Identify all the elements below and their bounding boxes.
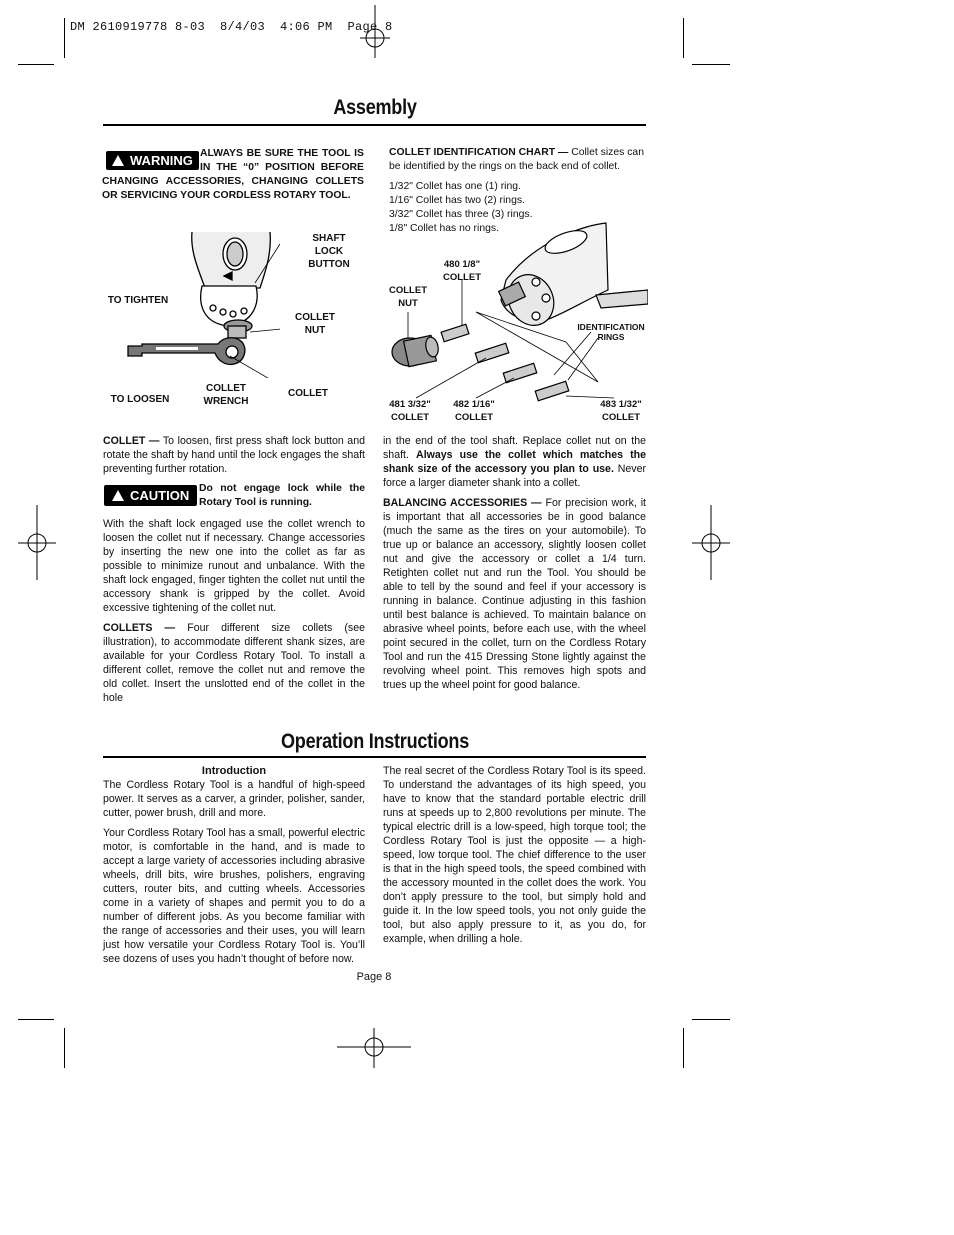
label-shaft-lock-button: SHAFT LOCK BUTTON: [308, 233, 350, 270]
intro-heading: Introduction: [201, 765, 267, 777]
section-title-operation: Operation Instructions: [281, 730, 469, 753]
chart-heading: COLLET IDENTIFICATION CHART —: [389, 147, 569, 158]
intro-paragraph-2: Your Cordless Rotary Tool has a small, powerful electric motor, is comfortable in the hand, and is made to accept a large variety of accessories including abrasive wheels, drill bits, wire brushes, polishers, engraving cutters, router bits, and cutting wheels. Accessories come in a variety of shapes and permit you to do a number of different jobs. As you become familiar with the range of accessories and their uses, you will learn just how versatile your Cordless Rotary Tool is. You’ll see dozens of uses you hadn’t thought of before now.: [103, 827, 365, 965]
caution-triangle-icon: [112, 490, 124, 501]
chart-line: 1/32" Collet has one (1) ring.: [389, 181, 521, 192]
operation-right-column: [383, 764, 646, 952]
label-collet-481: 481 3/32" COLLET: [389, 399, 431, 423]
label-collet-nut: COLLET NUT: [295, 312, 335, 336]
collets-illustration: [386, 220, 648, 410]
label-identification-rings: IDENTIFICATION RINGS: [577, 322, 645, 342]
speed-paragraph: The real secret of the Cordless Rotary Tool is its speed. To understand the advantages of its high speed, you have to know that the standard portable electric drill runs at speeds up to 2,800 revolutions per minute. The typical electric drill is a low-speed, high torque tool; the Cordless Rotary Tool is just the opposite — a high-speed, low torque tool. The chief difference to the user is that in the high speed tools, the speed combined with the accessory mounted in the collet does the work. You don’t apply pressure to the tool, but simply hold and guide it. In the low speed tools, you not only guide the tool, but also apply pressure to it, as you do, for example, when drilling a hole.: [383, 765, 646, 945]
balancing-paragraph: BALANCING ACCESSORIES — For precision work, it is important that all accessories be in good balance (much the same as the tires on your automobile). To true up or balance an accessory, slightly loosen collet nut and give the accessory or collet a 1/4 turn. Retighten collet nut and run the Tool. You should be able to tell by the sound and feel if your accessory is running in balance. Continue adjusting in this fashion until best balance is achieved. To maintain balance on abrasive wheel points, before each use, with the wheel point secured in the collet, turn on the Cordless Rotary Tool and run the 415 Dressing Stone lightly against the revolving wheel point. This removes high spots and trues up the wheel point for good balance.: [383, 497, 646, 691]
chart-line: 1/8" Collet has no rings.: [389, 223, 499, 234]
label-collet-480: 480 1/8" COLLET: [443, 259, 481, 283]
label-collet: COLLET: [288, 388, 328, 399]
label-collet-482: 482 1/16" COLLET: [453, 399, 495, 423]
chart-line: 3/32" Collet has three (3) rings.: [389, 209, 533, 220]
chart-line: 1/16" Collet has two (2) rings.: [389, 195, 525, 206]
section-rule: [103, 756, 646, 758]
section-rule: [103, 124, 646, 126]
collets-paragraph: COLLETS — Four different size collets (see illustration), to accommodate different shank sizes, are available for your Cordless Rotary Tool. To install a different collet, remove the collet nut and remove the old collet. Insert the unslotted end of the collet in the hole: [103, 622, 365, 704]
warning-badge: WARNING: [106, 151, 199, 170]
assembly-left-column-2: [103, 517, 365, 711]
assembly-left-column: COLLET — To loosen, first press shaft lock button and rotate the shaft by hand until the lock engages the shaft preventing further rotation.: [103, 435, 365, 475]
shaft-lock-paragraph: With the shaft lock engaged use the collet wrench to loosen the collet nut if necessary. Change accessories by inserting the new one into the collet as far as possible to minimize runout and unbalance. With the shaft lock engaged, finger tighten the collet nut until the accessory shank is gripped by the collet. Avoid excessive tightening of the collet nut.: [103, 518, 365, 614]
assembly-right-column: [383, 434, 646, 698]
label-to-loosen: TO LOOSEN: [110, 394, 170, 405]
label-to-tighten: TO TIGHTEN: [107, 295, 169, 306]
caution-badge: CAUTION: [104, 485, 197, 506]
label-collet-wrench: COLLET WRENCH: [203, 383, 249, 407]
label-collet-nut-2: COLLET NUT: [389, 285, 427, 309]
warning-text: ALWAYS BE SURE THE TOOL IS IN THE “0” POSITION BEFORE CHANGING ACCESSORIES, CHANGING COLLETS OR SERVICING YOUR CORDLESS ROTARY TOOL.: [102, 148, 364, 201]
chart-intro: Collet sizes can be identified by the rings on the back end of collet.: [389, 147, 644, 172]
page-number: Page 8: [356, 971, 392, 983]
replace-nut-paragraph: in the end of the tool shaft. Replace collet nut on the shaft. Always use the collet which matches the shank size of the accessory you plan to use. Never force a larger diameter shank into a collet.: [383, 435, 646, 489]
caution-text: Do not engage lock while the Rotary Tool is running.: [199, 483, 365, 508]
intro-paragraph-1: The Cordless Rotary Tool is a handful of high-speed power. It serves as a carver, a grinder, polisher, sander, cutter, power brush, drill and more.: [103, 779, 365, 819]
label-collet-483: 483 1/32" COLLET: [600, 399, 642, 423]
section-title-assembly: Assembly: [333, 96, 417, 119]
print-slug: DM 2610919778 8-03 8/4/03 4:06 PM Page 8: [70, 20, 393, 34]
operation-left-column: [103, 764, 365, 972]
